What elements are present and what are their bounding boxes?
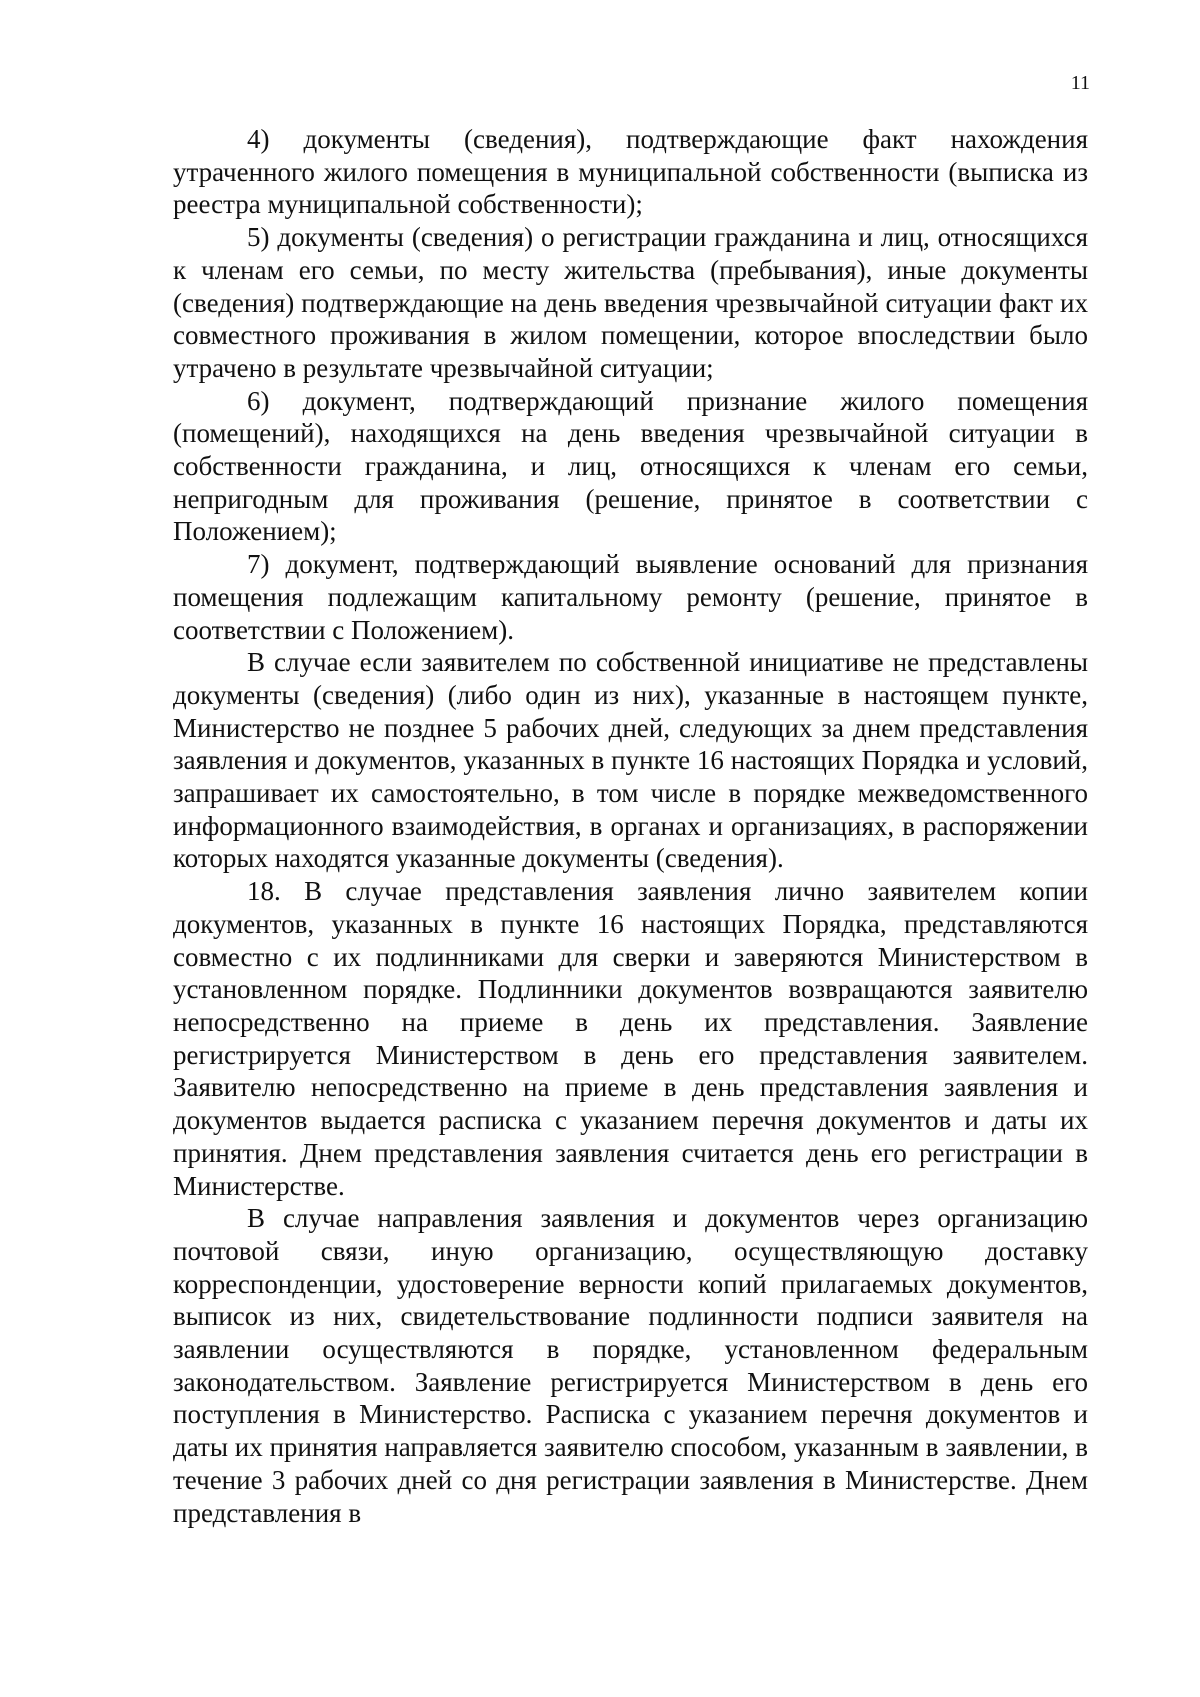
paragraph-item-4: 4) документы (сведения), подтверждающие факт нахождения утраченного жилого помещения в муниципальной собственности (выписка из реестра муниципальной собственности); — [173, 124, 1088, 220]
paragraph-clause-18: 18. В случае представления заявления лично заявителем копии документов, указанных в пункте 16 настоящих Порядка, представляются совместно с их подлинниками для сверки и заверяются Министерством в установленном порядке. Подлинники документов возвращаются заявителю непосредственно на приеме в день их представления. Заявление регистрируется Министерством в день его представления заявителем. Заявителю непосредственно на приеме в день представления заявления и документов выдается расписка с указанием перечня документов и даты их принятия. Днем представления заявления считается день его регистрации в Министерстве. — [173, 876, 1088, 1201]
document-body — [173, 123, 1088, 1529]
paragraph-item-5: 5) документы (сведения) о регистрации гражданина и лиц, относящихся к членам его семьи, по месту жительства (пребывания), иные документы (сведения) подтверждающие на день введения чрезвычайной ситуации факт их совместного проживания в жилом помещении, которое впоследствии было утрачено в результате чрезвычайной ситуации; — [173, 222, 1088, 383]
page-number: 11 — [1070, 72, 1090, 94]
paragraph-own-initiative: В случае если заявителем по собственной инициативе не представлены документы (сведения) (либо один из них), указанные в настоящем пункте, Министерство не позднее 5 рабочих дней, следующих за днем представления заявления и документов, указанных в пункте 16 настоящих Порядка и условий, запрашивает их самостоятельно, в том числе в порядке межведомственного информационного взаимодействия, в органах и организациях, в распоряжении которых находятся указанные документы (сведения). — [173, 647, 1088, 874]
paragraph-postal-submission: В случае направления заявления и документов через организацию почтовой связи, иную организацию, осуществляющую доставку корреспонденции, удостоверение верности копий прилагаемых документов, выписок из них, свидетельствование подлинности подписи заявителя на заявлении осуществляются в порядке, установленном федеральным законодательством. Заявление регистрируется Министерством в день его поступления в Министерство. Расписка с указанием перечня документов и даты их принятия направляется заявителю способом, указанным в заявлении, в течение 3 рабочих дней со дня регистрации заявления в Министерстве. Днем представления в — [173, 1203, 1088, 1528]
paragraph-item-6: 6) документ, подтверждающий признание жилого помещения (помещений), находящихся на день введения чрезвычайной ситуации в собственности гражданина, и лиц, относящихся к членам его семьи, непригодным для проживания (решение, принятое в соответствии с Положением); — [173, 385, 1088, 547]
paragraph-item-7: 7) документ, подтверждающий выявление оснований для признания помещения подлежащим капитальному ремонту (решение, принятое в соответствии с Положением). — [173, 549, 1088, 645]
